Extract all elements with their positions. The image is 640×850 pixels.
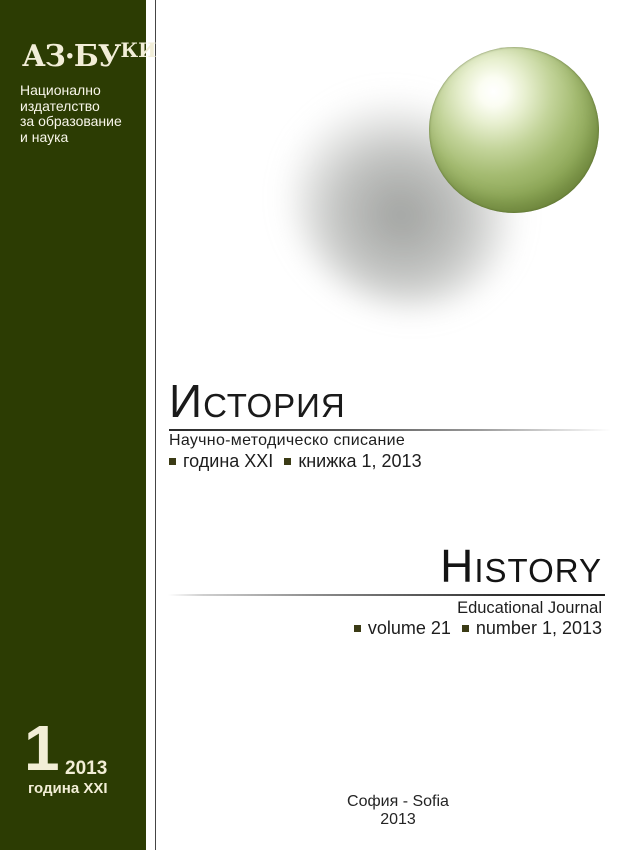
publisher-name	[20, 83, 122, 145]
journal-title-bulgarian	[169, 375, 346, 436]
journal-title-english	[440, 540, 602, 601]
issue-number-bulgarian: книжка 1, 2013	[298, 451, 422, 471]
bullet-square-icon	[284, 458, 291, 465]
issue-volume-bulgarian: година XXI	[183, 451, 274, 471]
issue-info-english	[354, 618, 602, 639]
title-initial-bulgarian: И	[169, 375, 204, 427]
publisher-logo-main: АЗ·БУ	[22, 39, 121, 74]
title-rest-english: ISTORY	[474, 552, 602, 589]
issue-volume-label: година XXI	[28, 780, 108, 797]
title-rule-bulgarian	[169, 429, 611, 431]
journal-subtitle-bulgarian: Научно-методическо списание	[169, 432, 406, 449]
journal-subtitle-english: Educational Journal	[457, 599, 602, 617]
footer-imprint	[156, 793, 640, 828]
bullet-square-icon	[354, 625, 361, 632]
publisher-name-line: за образование	[20, 113, 122, 129]
issue-year: 2013	[65, 758, 108, 779]
title-rule-english	[168, 594, 605, 596]
green-sphere-image	[429, 47, 599, 213]
title-initial-english: H	[440, 540, 475, 592]
issue-number-english: number 1, 2013	[475, 618, 602, 638]
bullet-square-icon	[169, 458, 176, 465]
publisher-logo	[22, 40, 156, 74]
footer-city-line: София - Sofia	[347, 793, 449, 810]
bullet-square-icon	[462, 625, 469, 632]
issue-volume-english: volume 21	[367, 618, 451, 638]
publisher-logo-sup: КИ	[120, 38, 157, 62]
publisher-name-line: издателство	[20, 97, 100, 114]
footer-year: 2013	[380, 810, 416, 828]
publisher-name-line: Национално	[20, 82, 101, 98]
issue-info-bulgarian	[169, 451, 422, 472]
title-rest-bulgarian: СТОРИЯ	[203, 387, 346, 424]
vertical-divider-line	[155, 0, 156, 850]
publisher-name-line: и наука	[20, 128, 69, 145]
issue-number-large: 1	[24, 712, 60, 784]
